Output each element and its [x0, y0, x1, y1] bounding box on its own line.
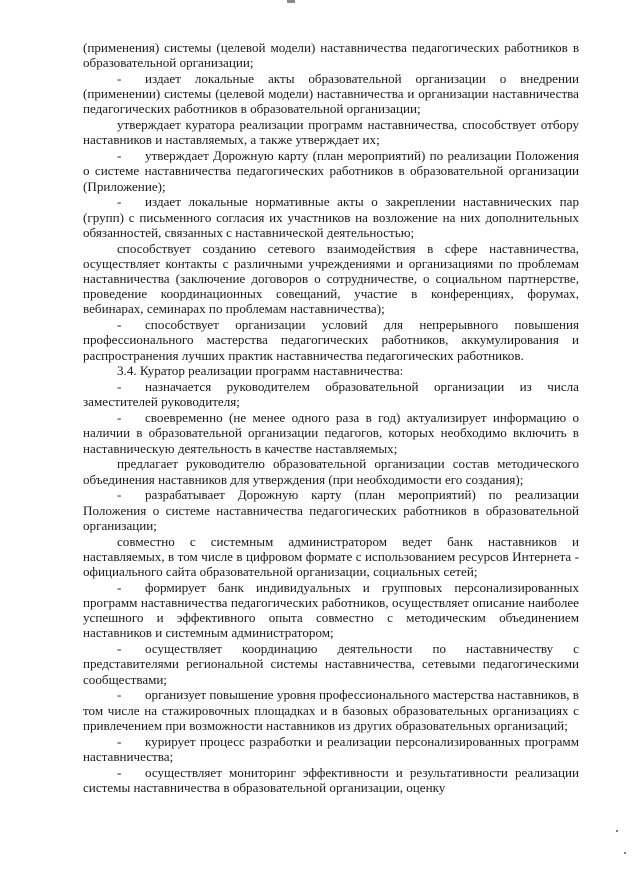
- list-item: - утверждает Дорожную карту (план мероприятий) по реализации Положения о системе наставничества педагогических работников в образовательной организации (Приложение);: [83, 148, 579, 194]
- list-item: - осуществляет мониторинг эффективности и результативности реализации системы наставничества в образовательной организации, оценку: [83, 764, 579, 795]
- scan-dot: [616, 830, 618, 832]
- list-item: - издает локальные нормативные акты о закреплении наставнических пар (групп) с письменного согласия их участников на возложение на них дополнительных обязанностей, связанных с наставнической деятельностью;: [83, 194, 579, 240]
- list-item: - курирует процесс разработки и реализации персонализированных программ наставничества;: [83, 733, 579, 764]
- scan-mark: [287, 0, 295, 3]
- list-item: - назначается руководителем образовательной организации из числа заместителей руководителя;: [83, 379, 579, 410]
- paragraph: способствует созданию сетевого взаимодействия в сфере наставничества, осуществляет контакты с различными учреждениями и организациями по проблемам наставничества (заключение договоров о сотрудничестве, о социальном партнерстве, проведение координационных совещаний, участие в конференциях, форумах, вебинарах, семинарах по проблемам наставничества);: [83, 240, 579, 317]
- list-item: - осуществляет координацию деятельности по наставничеству с представителями региональной системы наставничества, сетевыми педагогическими сообществами;: [83, 641, 579, 687]
- list-item: - издает локальные акты образовательной организации о внедрении (применении) системы (целевой модели) наставничества и организации наставничества педагогических работников в образовательной организации;: [83, 71, 579, 117]
- list-item: - способствует организации условий для непрерывного повышения профессионального мастерства педагогических работников, аккумулирования и распространения лучших практик наставничества педагогических работников.: [83, 317, 579, 363]
- section-heading: 3.4. Куратор реализации программ наставничества:: [117, 363, 404, 379]
- paragraph: совместно с системным администратором ведет банк наставников и наставляемых, в том числе в цифровом формате с использованием ресурсов Интернета - официального сайта образовательной организации, социальных сетей;: [83, 533, 579, 580]
- list-item: - организует повышение уровня профессионального мастерства наставников, в том числе на стажировочных площадках и в базовых образовательных организациях с привлечением при возможности наставников из других образовательных организаций;: [83, 687, 579, 733]
- paragraph: утверждает куратора реализации программ наставничества, способствует отбору наставников и наставляемых, а также утверждает их;: [83, 117, 579, 148]
- list-item: - формирует банк индивидуальных и групповых персонализированных программ наставничества педагогических работников, осуществляет описание наиболее успешного и эффективного опыта совместно с методическим объединением наставников и системным администратором;: [83, 579, 579, 641]
- list-item: - разрабатывает Дорожную карту (план мероприятий) по реализации Положения о системе наставничества педагогических работников в образовательной организации;: [83, 487, 579, 533]
- scan-dot: [624, 852, 626, 854]
- paragraph: предлагает руководителю образовательной организации состав методического объединения наставников для утверждения (при необходимости его создания);: [83, 456, 579, 487]
- list-item: - своевременно (не менее одного раза в год) актуализирует информацию о наличии в образовательной организации педагогов, которых необходимо включить в наставническую деятельность в качестве наставляемых;: [83, 410, 579, 456]
- paragraph: (применения) системы (целевой модели) наставничества педагогических работников в образовательной организации;: [83, 40, 579, 71]
- document-body: [83, 40, 579, 796]
